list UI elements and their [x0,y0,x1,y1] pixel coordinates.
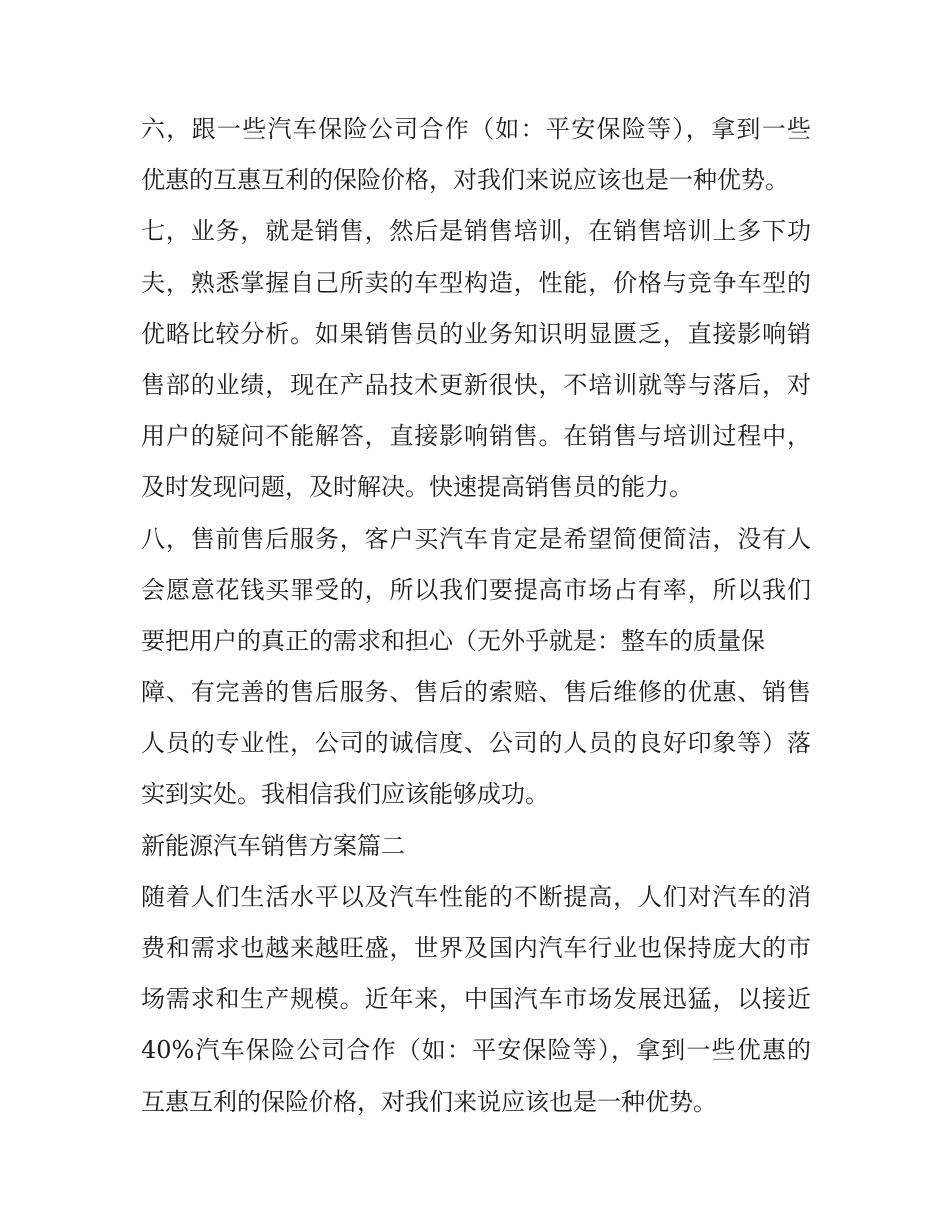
text-line: 互惠互利的保险价格，对我们来说应该也是一种优势。 [141,1087,717,1116]
text-line: 八，售前售后服务，客户买汽车肯定是希望简便简洁，没有人 [141,524,811,553]
text-line: 要把用户的真正的需求和担心（无外乎就是：整车的质量保 [141,626,765,655]
text-line: 实到实处。我相信我们应该能够成功。 [141,780,549,809]
text-line: 障、有完善的售后服务、售后的索赔、售后维修的优惠、销售 [141,678,811,707]
text-line: 费和需求也越来越旺盛，世界及国内汽车行业也保持庞大的市 [141,934,811,962]
text-line: 及时发现问题，及时解决。快速提高销售员的能力。 [141,473,693,502]
text-line: 随着人们生活水平以及汽车性能的不断提高，人们对汽车的消 [141,882,811,911]
text-line: 人员的专业性，公司的诚信度、公司的人员的良好印象等）落 [141,729,811,758]
text-line: 夫，熟悉掌握自己所卖的车型构造，性能，价格与竞争车型的 [141,268,811,297]
text-line: 六，跟一些汽车保险公司合作（如：平安保险等），拿到一些 [141,115,811,143]
text-line: 售部的业绩，现在产品技术更新很快，不培训就等与落后，对 [141,370,811,399]
text-line: 优略比较分析。如果销售员的业务知识明显匮乏，直接影响销 [141,319,811,348]
text-line: 40%汽车保险公司合作（如：平安保险等），拿到一些优惠的 [141,1036,811,1065]
text-line: 场需求和生产规模。近年来，中国汽车市场发展迅猛，以接近 [141,985,811,1014]
text-line: 会愿意花钱买罪受的，所以我们要提高市场占有率，所以我们 [141,575,811,604]
text-line: 新能源汽车销售方案篇二 [141,831,405,860]
document-body [141,104,811,1128]
text-line: 七，业务，就是销售，然后是销售培训，在销售培训上多下功 [141,217,811,246]
text-line: 用户的疑问不能解答，直接影响销售。在销售与培训过程中， [141,422,811,451]
text-line: 优惠的互惠互利的保险价格，对我们来说应该也是一种优势。 [141,166,789,195]
